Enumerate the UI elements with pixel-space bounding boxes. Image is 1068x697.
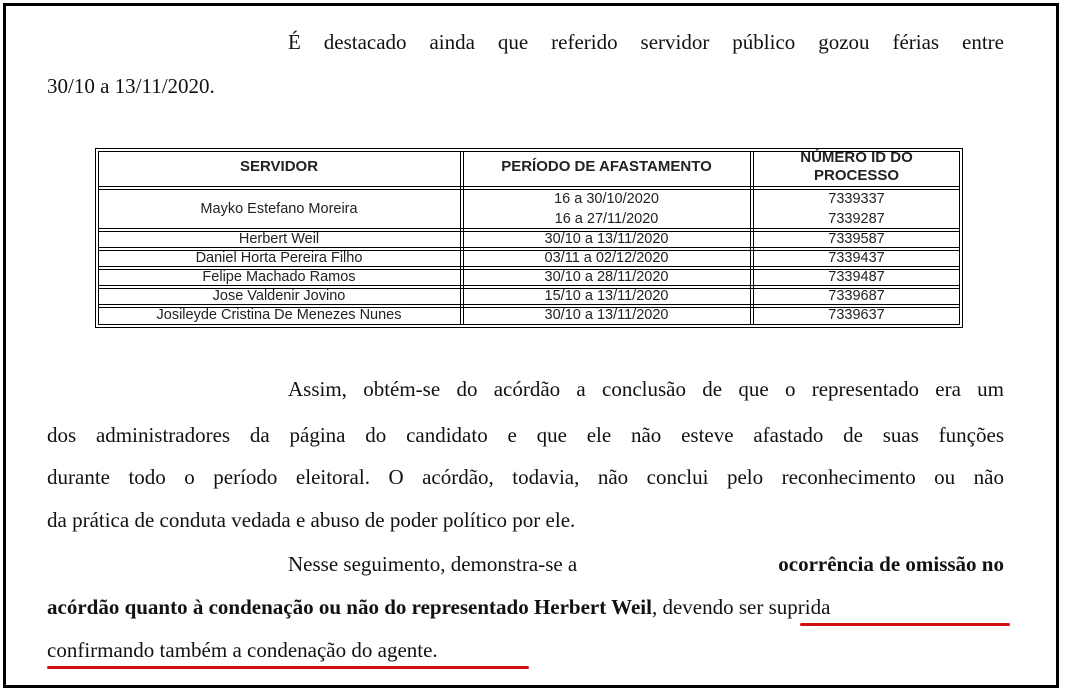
table-cell-periodo: 16 a 30/10/2020 16 a 27/11/2020 [554,191,659,227]
intro-line-1: É destacado ainda que referido servidor público gozou férias entre [288,30,1004,54]
table-cell-processo: 7339587 [828,231,885,247]
table-cell-servidor: Josileyde Cristina De Menezes Nunes [156,307,402,323]
table-cell-servidor: Felipe Machado Ramos [202,269,356,285]
document-frame [3,3,1059,688]
header-periodo: PERÍODO DE AFASTAMENTO [501,158,712,175]
para3-line-2: acórdão quanto à condenação ou não do representado Herbert Weil, devendo ser suprida [47,595,831,619]
para2-line-3: durante todo o período eleitoral. O acórdão, todavia, não conclui pelo reconhecimento ou não [47,465,1004,489]
table-cell-processo: 7339487 [828,269,885,285]
table-cell-servidor: Mayko Estefano Moreira [200,201,358,217]
table-cell-servidor: Herbert Weil [238,231,320,247]
para2-line-4: da prática de conduta vedada e abuso de poder político por ele. [47,508,576,532]
table-cell-processo: 7339437 [828,250,885,266]
header-servidor: SERVIDOR [239,158,319,175]
table-cell-periodo: 03/11 a 02/12/2020 [544,250,669,266]
table-cell-processo: 7339337 7339287 [828,191,885,227]
highlight-underline [47,666,529,669]
table-cell-servidor: Jose Valdenir Jovino [212,288,346,304]
para3-line-3: confirmando também a condenação do agente. [47,638,438,662]
para3-line-1: Nesse seguimento, demonstra-se a ocorrência de omissão no [288,552,1004,576]
table-cell-processo: 7339687 [828,288,885,304]
table-cell-servidor: Daniel Horta Pereira Filho [195,250,363,266]
table-cell-periodo: 30/10 a 13/11/2020 [544,231,669,247]
table-cell-periodo: 30/10 a 13/11/2020 [544,307,669,323]
intro-line-2: 30/10 a 13/11/2020. [47,74,215,98]
table-cell-processo: 7339637 [828,307,885,323]
header-numero-id: NÚMERO ID DO PROCESSO [800,149,913,184]
highlight-underline [800,623,1010,626]
para2-line-2: dos administradores da página do candidato e que ele não esteve afastado de suas funções [47,423,1004,447]
para2-line-1: Assim, obtém-se do acórdão a conclusão de que o representado era um [288,377,1004,401]
table-cell-periodo: 30/10 a 28/11/2020 [544,269,669,285]
table-cell-periodo: 15/10 a 13/11/2020 [544,288,669,304]
